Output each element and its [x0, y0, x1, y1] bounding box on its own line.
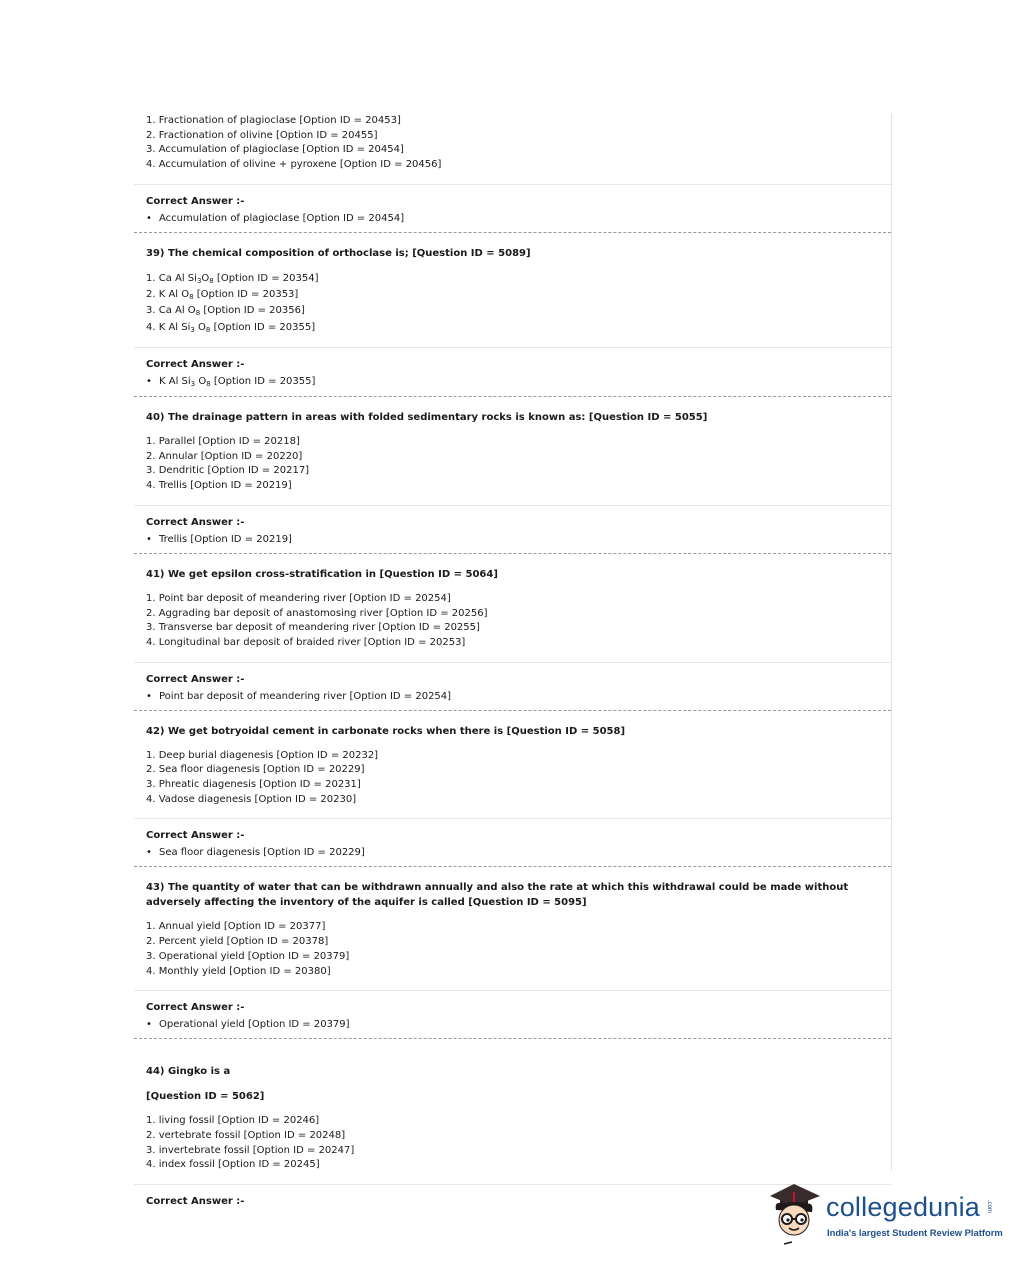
question-title: 42) We get botryoidal cement in carbonate rocks when there is [Question ID = 5058] — [146, 725, 626, 737]
option: 2. Annular [Option ID = 20220] — [146, 450, 303, 462]
option: 4. Vadose diagenesis [Option ID = 20230] — [146, 793, 357, 805]
option-list — [134, 1114, 891, 1173]
question-title: 39) The chemical composition of orthoclase is; [Question ID = 5089] — [146, 247, 531, 259]
option: 3. invertebrate fossil [Option ID = 20247] — [146, 1144, 355, 1156]
option: 3. Dendritic [Option ID = 20217] — [146, 465, 310, 477]
option: 1. Annual yield [Option ID = 20377] — [146, 921, 326, 933]
option: 3. Operational yield [Option ID = 20379] — [146, 950, 350, 962]
option: 2. Aggrading bar deposit of anastomosing river [Option ID = 20256] — [146, 607, 488, 619]
option: 4. Monthly yield [Option ID = 20380] — [146, 965, 331, 977]
option: 3. Ca Al $O_8$ [Option ID = 20356] — [146, 305, 305, 318]
option: 4. Longitudinal bar deposit of braided river [Option ID = 20253] — [146, 636, 466, 648]
option-list — [134, 920, 891, 979]
question-title: 41) We get epsilon cross-stratification in [Question ID = 5064] — [146, 568, 498, 580]
question-sheet — [134, 114, 892, 1208]
option: 3. Accumulation of plagioclase [Option ID = 20454] — [146, 144, 404, 156]
mascot-icon — [766, 1178, 826, 1248]
question-title: 40) The drainage pattern in areas with folded sedimentary rocks is known as: [Question ID = 5055] — [146, 412, 708, 423]
correct-answer-label: Correct Answer :- — [146, 1002, 245, 1014]
option: 4. K Al $Si_3$ $O_8$ [Option ID = 20355] — [146, 321, 316, 334]
option: 2. K Al $O_8$ [Option ID = 20353] — [146, 289, 299, 302]
option: 4. Accumulation of olivine + pyroxene [Option ID = 20456] — [146, 159, 442, 171]
question-id: [Question ID = 5062] — [146, 1091, 265, 1103]
option: 1. Parallel [Option ID = 20218] — [146, 436, 300, 447]
option: 1. living fossil [Option ID = 20246] — [146, 1115, 320, 1127]
logo-wordmark: collegedunia — [826, 1192, 981, 1222]
option-list — [134, 749, 891, 808]
option: 2. Fractionation of olivine [Option ID = 20455] — [146, 129, 378, 141]
option-list — [134, 435, 891, 494]
collegedunia-logo[interactable] — [766, 1178, 1003, 1250]
correct-answer-label: Correct Answer :- — [146, 516, 245, 528]
correct-answer: • K Al $Si_3$ $O_8$ [Option ID = 20355] — [146, 375, 891, 389]
logo-com-suffix: .com — [986, 1200, 992, 1214]
correct-answer-label: Correct Answer :- — [146, 830, 245, 842]
correct-answer: • Sea floor diagenesis [Option ID = 20229] — [146, 846, 891, 860]
option: 2. vertebrate fossil [Option ID = 20248] — [146, 1129, 346, 1141]
correct-answer: • Accumulation of plagioclase [Option ID = 20454] — [146, 212, 891, 226]
option: 3. Transverse bar deposit of meandering river [Option ID = 20255] — [146, 622, 480, 634]
correct-answer: • Trellis [Option ID = 20219] — [146, 533, 891, 547]
correct-answer: • Point bar deposit of meandering river [Option ID = 20254] — [146, 690, 891, 704]
question-title: 43) The quantity of water that can be withdrawn annually and also the rate at which this withdrawal could be made without adversely affecting the inventory of the aquifer is called [Question ID = 5095] — [146, 882, 849, 909]
option: 2. Percent yield [Option ID = 20378] — [146, 936, 329, 948]
correct-answer-label: Correct Answer :- — [146, 1196, 245, 1208]
option: 1. Deep burial diagenesis [Option ID = 20232] — [146, 749, 379, 761]
option-list — [134, 592, 891, 651]
option: 1. Point bar deposit of meandering river [Option ID = 20254] — [146, 592, 451, 604]
question-title: 44) Gingko is a — [146, 1066, 231, 1078]
option: 4. index fossil [Option ID = 20245] — [146, 1159, 320, 1171]
logo-tagline: India's largest Student Review Platform — [827, 1227, 1003, 1238]
option: 2. Sea floor diagenesis [Option ID = 20229] — [146, 764, 365, 776]
correct-answer: • Operational yield [Option ID = 20379] — [146, 1018, 891, 1032]
correct-answer-label: Correct Answer :- — [146, 673, 245, 685]
option: 3. Phreatic diagenesis [Option ID = 20231] — [146, 779, 361, 791]
option-list — [134, 114, 891, 173]
option: 4. Trellis [Option ID = 20219] — [146, 480, 292, 492]
correct-answer-label: Correct Answer :- — [146, 359, 245, 370]
correct-answer-label: Correct Answer :- — [146, 195, 245, 207]
option-list — [134, 271, 891, 336]
option: 1. Ca Al $Si_3O_8$ [Option ID = 20354] — [146, 272, 319, 285]
option: 1. Fractionation of plagioclase [Option ID = 20453] — [146, 115, 401, 126]
